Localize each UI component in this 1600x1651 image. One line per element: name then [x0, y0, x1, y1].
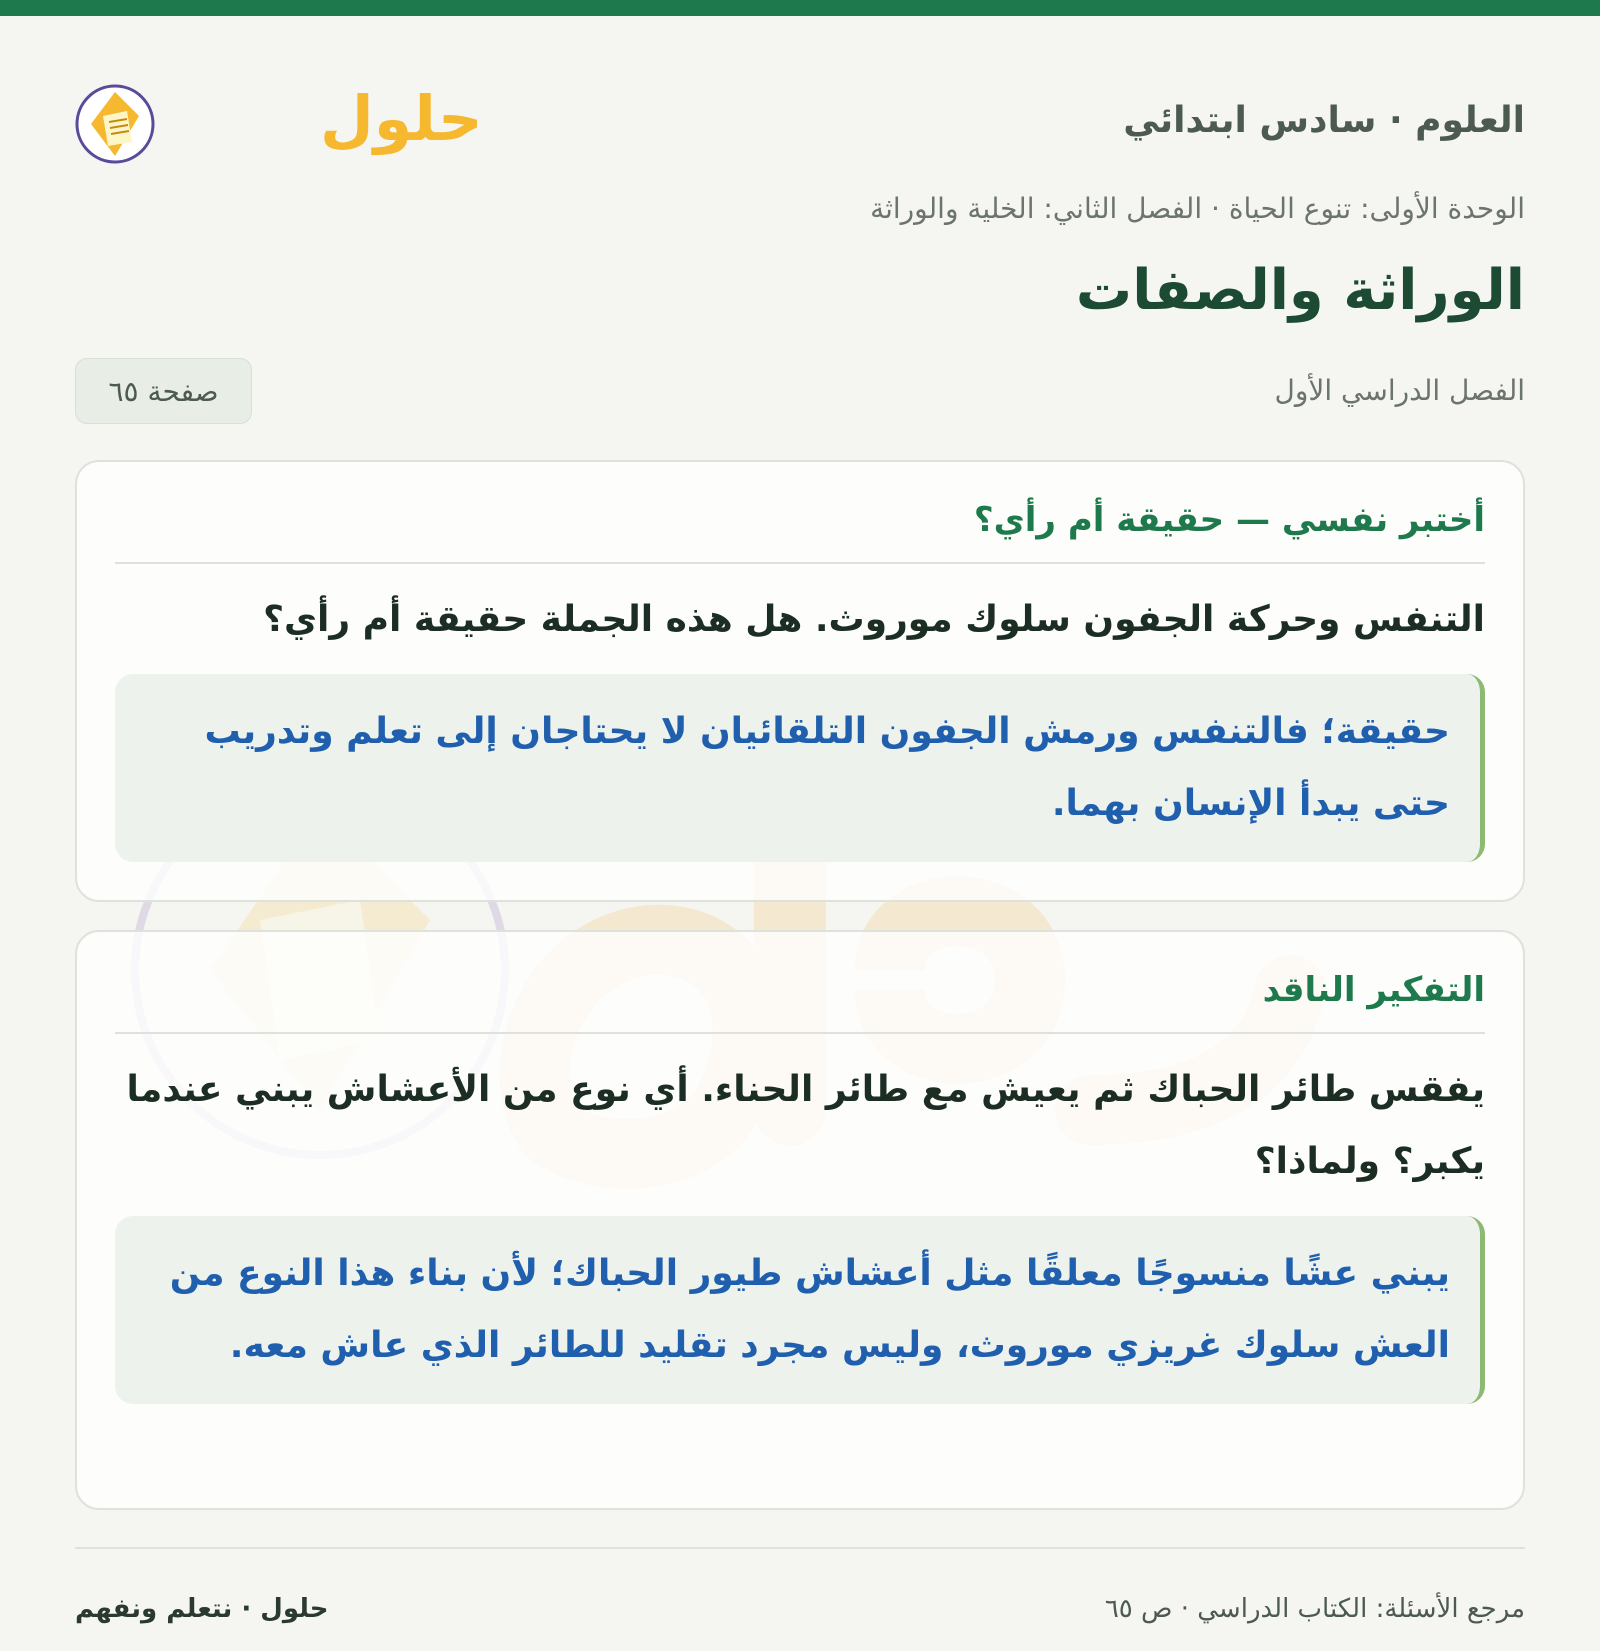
- top-accent-bar: [0, 0, 1600, 16]
- book-emblem-icon: [77, 86, 153, 162]
- card-heading: التفكير الناقد: [115, 932, 1485, 1034]
- logo-text: حلول: [320, 82, 483, 155]
- question-card-fact-or-opinion: [75, 460, 1525, 902]
- footer-brand: حلول · نتعلم ونفهم: [75, 1594, 329, 1624]
- page: [75, 16, 1525, 1651]
- card-heading: أختبر نفسي — حقيقة أم رأي؟: [115, 462, 1485, 564]
- answer-box: يبني عشًا منسوجًا معلقًا مثل أعشاش طيور الحباك؛ لأن بناء هذا النوع من العش سلوك غريزي موروث، وليس مجرد تقليد للطائر الذي عاش معه.: [115, 1216, 1485, 1404]
- answer-box: حقيقة؛ فالتنفس ورمش الجفون التلقائيان لا يحتاجان إلى تعلم وتدريب حتى يبدأ الإنسان بهما.: [115, 674, 1485, 862]
- page-title: الوراثة والصفات: [1075, 258, 1525, 323]
- term-label: الفصل الدراسي الأول: [1274, 374, 1525, 407]
- footer-divider: [75, 1547, 1525, 1549]
- header: [75, 54, 1525, 174]
- page-number-badge: صفحة ٦٥: [75, 358, 252, 424]
- question-text: يفقس طائر الحباك ثم يعيش مع طائر الحناء. أي نوع من الأعشاش يبني عندما يكبر؟ ولماذا؟: [126, 1068, 1485, 1182]
- subject-title: العلوم · سادس ابتدائي: [1123, 100, 1525, 141]
- hulul-logo[interactable]: [75, 54, 483, 174]
- footer-source: مرجع الأسئلة: الكتاب الدراسي · ص ٦٥: [1104, 1594, 1525, 1624]
- breadcrumb: الوحدة الأولى: تنوع الحياة · الفصل الثاني: الخلية والوراثة: [870, 192, 1525, 225]
- question-card-critical-thinking: [75, 930, 1525, 1510]
- question-text: التنفس وحركة الجفون سلوك موروث. هل هذه الجملة حقيقة أم رأي؟: [263, 598, 1485, 640]
